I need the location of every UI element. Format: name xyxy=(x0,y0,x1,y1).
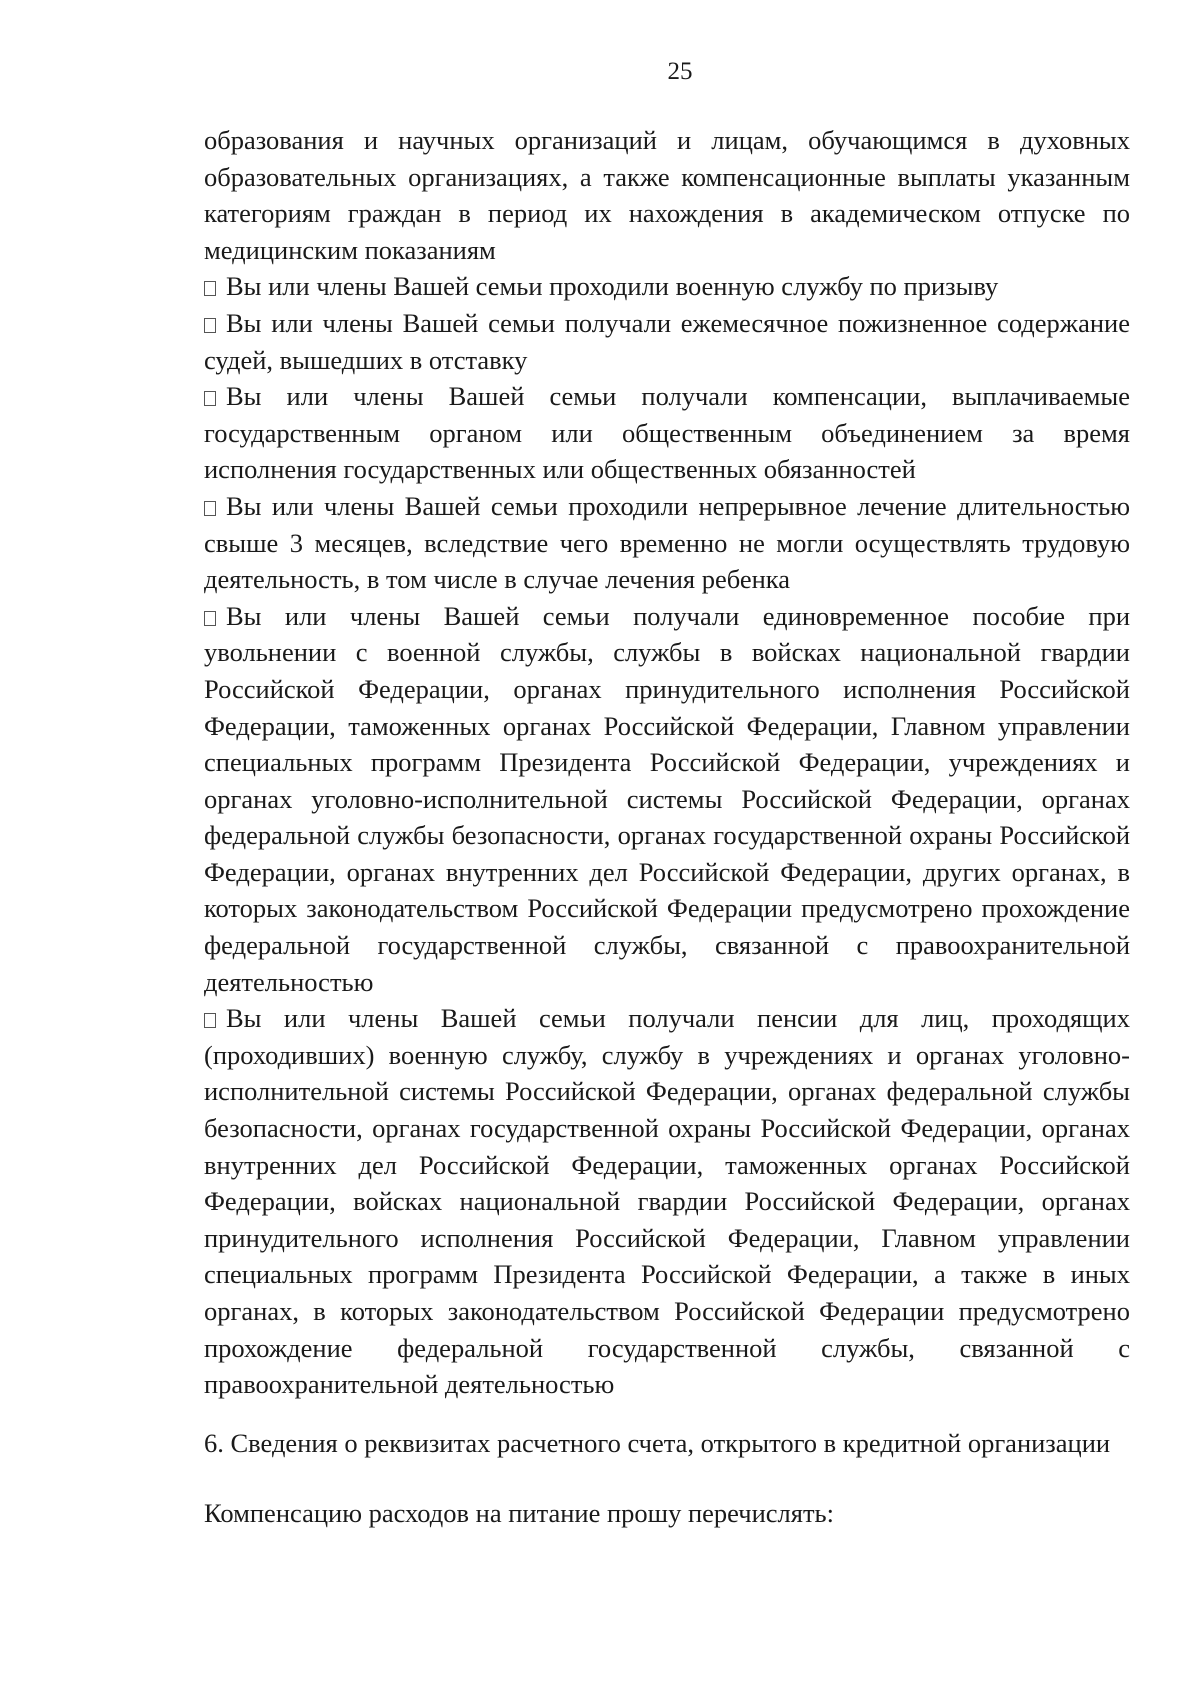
page-number: 25 xyxy=(667,58,693,85)
checklist-item xyxy=(204,268,1130,305)
checklist-item-label: Вы или члены Вашей семьи получали ежемесячное пожизненное содержание судей, вышедших в отставку xyxy=(204,307,1130,375)
section-6-heading: 6. Сведения о реквизитах расчетного счета, открытого в кредитной организации xyxy=(204,1427,1111,1458)
checklist-item xyxy=(204,378,1130,488)
intro-paragraph: образования и научных организаций и лицам, обучающимся в духовных образовательных организациях, а также компенсационные выплаты указанным категориям граждан в период их нахождения в академическом отпуске по медицинским показаниям xyxy=(204,125,1130,265)
checklist-item xyxy=(204,488,1130,598)
document-body xyxy=(204,122,1130,1532)
checkbox-icon[interactable] xyxy=(204,501,216,516)
checklist-item-label: Вы или члены Вашей семьи получали компенсации, выплачиваемые государственным органом или общественным объединением за время исполнения государственных или общественных обязанностей xyxy=(204,381,1130,485)
compensation-request-text: Компенсацию расходов на питание прошу перечислять: xyxy=(204,1498,834,1529)
checklist-item-label: Вы или члены Вашей семьи получали пенсии для лиц, проходящих (проходивших) военную службу, службу в учреждениях и органах уголовно-исполнительной системы Российской Федерации, органах федеральной службы безопасности, органах государственной охраны Российской Федерации, органах внутренних дел Российской Федерации, таможенных органах Российской Федерации, войсках национальной гвардии Российской Федерации, органах принудительного исполнения Российской Федерации, Главном управлении специальных программ Президента Российской Федерации, а также в иных органах, в которых законодательством Российской Федерации предусмотрено прохождение федеральной государственной службы, связанной с правоохранительной деятельностью xyxy=(204,1003,1130,1400)
checkbox-icon[interactable] xyxy=(204,318,216,333)
checklist-item xyxy=(204,1000,1130,1403)
checklist xyxy=(204,268,1130,1402)
checkbox-icon[interactable] xyxy=(204,281,216,296)
checklist-item-label: Вы или члены Вашей семьи проходили военную службу по призыву xyxy=(226,271,999,302)
checklist-item-label: Вы или члены Вашей семьи проходили непрерывное лечение длительностью свыше 3 месяцев, вследствие чего временно не могли осуществлять трудовую деятельность, в том числе в случае лечения ребенка xyxy=(204,490,1130,595)
checklist-item xyxy=(204,305,1130,378)
checkbox-icon[interactable] xyxy=(204,611,216,626)
checkbox-icon[interactable] xyxy=(204,391,216,406)
checkbox-icon[interactable] xyxy=(204,1013,216,1028)
checklist-item xyxy=(204,598,1130,1001)
checklist-item-label: Вы или члены Вашей семьи получали единовременное пособие при увольнении с военной службы, службы в войсках национальной гвардии Российской Федерации, органах принудительного исполнения Российской Федерации, таможенных органах Российской Федерации, Главном управлении специальных программ Президента Российской Федерации, учреждениях и органах уголовно-исполнительной системы Российской Федерации, органах федеральной службы безопасности, органах государственной охраны Российской Федерации, органах внутренних дел Российской Федерации, других органах, в которых законодательством Российской Федерации предусмотрено прохождение федеральной государственной службы, связанной с правоохранительной деятельностью xyxy=(204,600,1130,997)
